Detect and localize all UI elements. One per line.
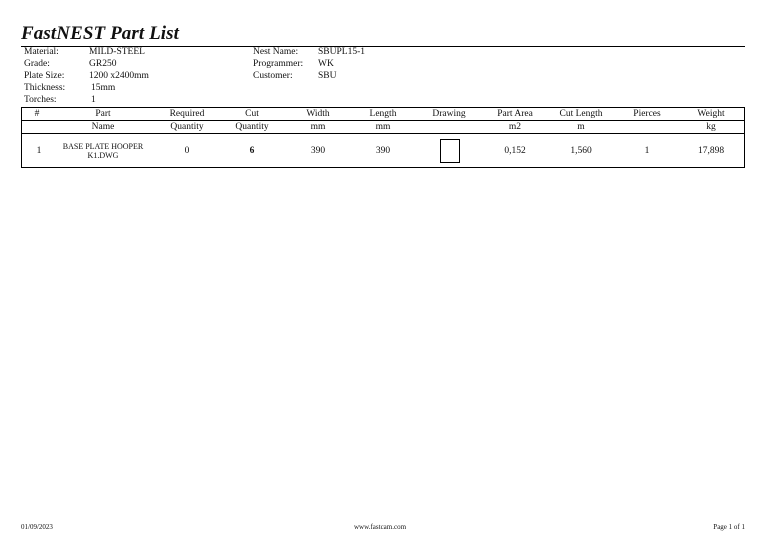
grade-row [24,58,149,70]
col-header-cut-length: Cut Length [559,109,603,119]
thickness-label: Thickness: [24,83,66,93]
programmer-label: Programmer: [253,59,304,69]
cut-length: 1,560 [570,146,592,156]
footer-url: www.fastcam.com [354,523,407,531]
table-header-row [22,108,744,121]
col-header-cut: Cut [245,109,259,119]
nest-name-label: Nest Name: [253,47,299,57]
material-label: Material: [24,47,59,57]
plate-size-value: 1200 x2400mm [89,71,149,81]
customer-value: SBU [318,71,337,81]
cut-quantity: 6 [249,146,255,156]
torches-row [24,94,149,106]
parts-table [21,107,745,168]
required-quantity: 0 [184,146,190,156]
col-subheader-part-area: m2 [508,122,522,132]
part-drawing-thumbnail [440,139,460,163]
col-header-weight: Weight [697,109,725,119]
col-header-part-area: Part Area [497,109,533,119]
col-subheader-part: Name [91,122,115,132]
pierces: 1 [644,146,650,156]
col-header-number: # [34,109,40,119]
thickness-value: 15mm [91,83,116,93]
col-subheader-weight: kg [706,122,716,132]
torches-value: 1 [91,95,96,105]
col-header-width: Width [306,109,330,119]
footer-date: 01/09/2023 [21,523,53,531]
col-header-required: Required [169,109,205,119]
grade-value: GR250 [89,59,117,69]
col-header-part: Part [95,109,111,119]
nest-name-row [253,46,365,58]
grade-label: Grade: [24,59,50,69]
material-value: MILD-STEEL [89,47,145,57]
col-header-length: Length [369,109,397,119]
nest-info [253,46,365,82]
col-subheader-cut: Quantity [235,122,269,132]
customer-label: Customer: [253,71,293,81]
material-row [24,46,149,58]
footer-page-number: Page 1 of 1 [713,523,745,531]
col-header-pierces: Pierces [633,109,661,119]
plate-size-row [24,70,149,82]
row-number: 1 [36,146,42,156]
plate-size-label: Plate Size: [24,71,65,81]
col-subheader-width: mm [310,122,326,132]
torches-label: Torches: [24,95,57,105]
col-subheader-cut-length: m [577,122,585,132]
page-title: FastNEST Part List [21,23,180,44]
programmer-value: WK [318,59,334,69]
thickness-row [24,82,149,94]
customer-row [253,70,365,82]
weight: 17,898 [697,146,725,156]
table-row [22,134,744,168]
col-subheader-required: Quantity [170,122,204,132]
table-subheader-row [22,121,744,134]
programmer-row [253,58,365,70]
part-length: 390 [375,146,391,156]
part-name: BASE PLATE HOOPER K1.DWG [62,142,144,160]
col-header-drawing: Drawing [432,109,466,119]
part-width: 390 [310,146,326,156]
col-subheader-length: mm [375,122,391,132]
material-info [24,46,149,106]
nest-name-value: SBUPL15-1 [318,47,365,57]
part-area: 0,152 [504,146,526,156]
